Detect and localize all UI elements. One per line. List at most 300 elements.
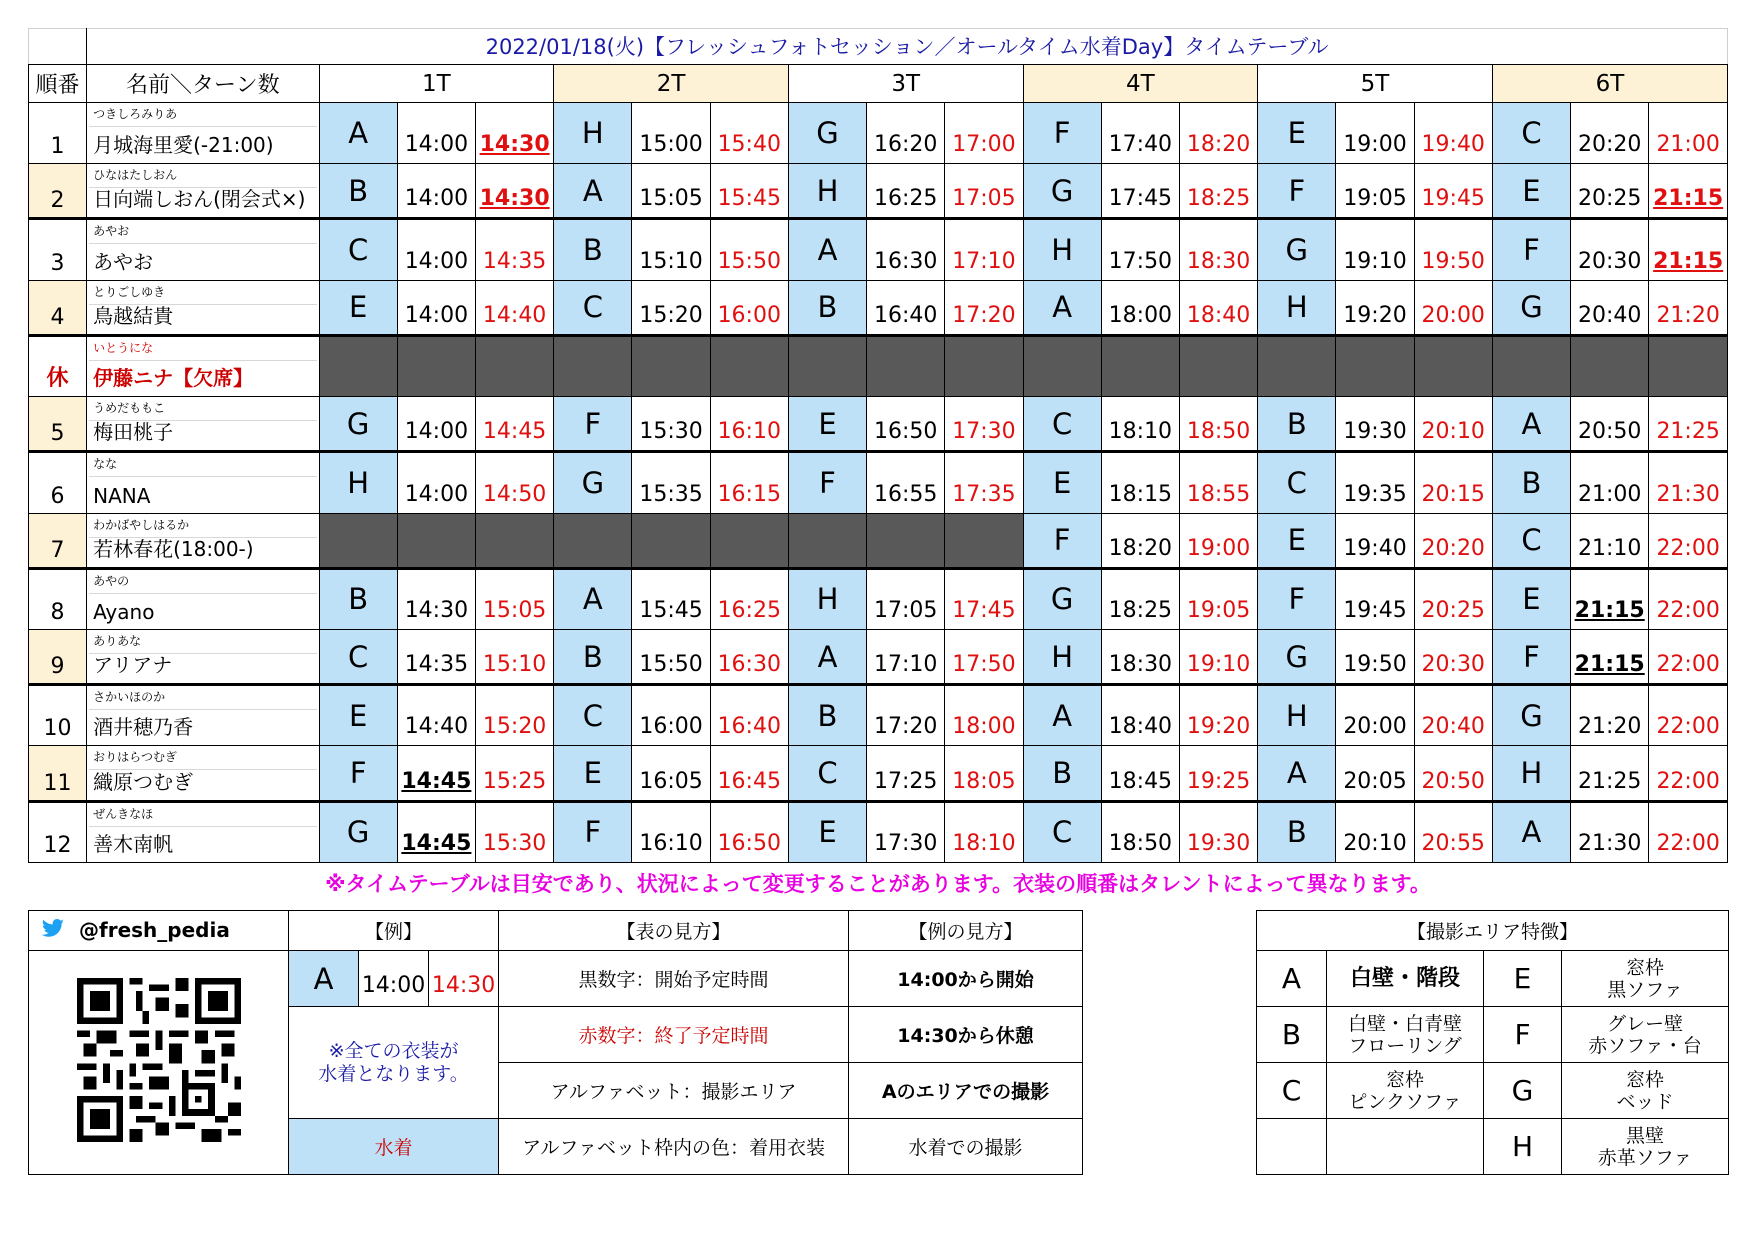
talent-kana: いとうにな [93, 340, 154, 355]
example-how-color: 水着での撮影 [849, 1119, 1083, 1175]
unavailable-slot [1492, 335, 1570, 396]
talent-kana: とりごしゆき [93, 284, 166, 299]
area-desc-line: グレー壁 [1607, 1012, 1684, 1035]
end-time-cell [710, 452, 788, 513]
end-time: 15:25 [482, 768, 547, 794]
start-time: 17:20 [874, 714, 938, 740]
area-desc [1562, 1007, 1729, 1063]
talent-name: 酒井穂乃香 [93, 715, 194, 740]
start-time-cell [1336, 103, 1414, 164]
start-time: 19:45 [1343, 598, 1407, 624]
start-time: 14:45 [401, 768, 472, 794]
start-time-cell [1101, 164, 1179, 219]
talent-kana: あやお [93, 224, 130, 239]
start-time: 14:45 [401, 831, 472, 856]
end-time-cell [1414, 280, 1492, 335]
area-empty-cell [1257, 1119, 1327, 1175]
start-time-cell [397, 568, 475, 629]
start-time: 17:25 [874, 768, 938, 794]
start-time: 18:00 [1108, 302, 1173, 328]
qr-code-cell[interactable] [29, 951, 289, 1175]
area-cell: A [1023, 280, 1101, 335]
start-time: 17:40 [1108, 132, 1173, 158]
end-time: 14:45 [482, 419, 547, 445]
area-cell: G [554, 452, 632, 513]
start-time-cell [397, 219, 475, 280]
timetable [28, 28, 1728, 863]
start-time-cell [867, 219, 945, 280]
swimsuit-swatch: 水着 [289, 1119, 499, 1175]
header-name: 名前＼ターン数 [87, 64, 319, 102]
area-cell: C [788, 746, 866, 801]
unavailable-slot [476, 335, 554, 396]
start-time-cell [1571, 280, 1649, 335]
area-cell: B [1258, 801, 1336, 862]
end-time: 16:40 [717, 714, 781, 740]
start-time-cell [1571, 164, 1649, 219]
start-time-cell [397, 685, 475, 746]
end-time: 20:50 [1421, 768, 1485, 794]
end-time-cell [710, 685, 788, 746]
area-letter: E [1484, 951, 1562, 1007]
talent-name: 伊藤ニナ【欠席】 [93, 366, 254, 391]
area-features-header: 【撮影エリア特徴】 [1257, 911, 1729, 951]
start-time-cell [867, 801, 945, 862]
end-time-cell [1414, 801, 1492, 862]
end-time-cell [945, 568, 1023, 629]
end-time-cell [1649, 801, 1728, 862]
end-time-cell [710, 164, 788, 219]
unavailable-slot [788, 513, 866, 568]
end-time: 20:55 [1421, 831, 1485, 856]
start-time: 21:00 [1577, 481, 1642, 507]
end-time: 15:20 [482, 714, 547, 740]
row-order: 4 [29, 280, 87, 335]
talent-name: 日向端しおん(閉会式×) [93, 187, 306, 212]
start-time-cell [632, 746, 710, 801]
page-title: 2022/01/18(火)【フレッシュフォトセッション／オールタイム水着Day】タイムテーブル [87, 29, 1728, 65]
example-header: 【例】 [289, 911, 499, 951]
end-time-cell [1649, 685, 1728, 746]
area-cell: C [554, 685, 632, 746]
end-time: 18:25 [1186, 186, 1251, 212]
costume-note-line1: ※全ての衣装が [328, 1039, 459, 1062]
twitter-bird-icon [41, 919, 65, 944]
start-time: 16:05 [639, 768, 703, 794]
unavailable-slot [397, 513, 475, 568]
area-cell: C [1492, 513, 1570, 568]
start-time-cell [397, 630, 475, 685]
end-time-cell [710, 630, 788, 685]
start-time-cell [1101, 103, 1179, 164]
row-order: 3 [29, 219, 87, 280]
area-cell: E [1258, 513, 1336, 568]
end-time-cell [1179, 164, 1257, 219]
area-cell: E [554, 746, 632, 801]
example-start-time: 14:00 [359, 951, 429, 1007]
end-time-cell [476, 630, 554, 685]
talent-name: Ayano [93, 600, 155, 625]
unavailable-slot [945, 513, 1023, 568]
end-time-cell [476, 164, 554, 219]
start-time-cell [632, 397, 710, 452]
end-time: 16:30 [717, 652, 781, 678]
legend-spacer [1083, 911, 1185, 1175]
area-cell: A [1258, 746, 1336, 801]
end-time-cell [1649, 219, 1728, 280]
end-time: 18:10 [952, 831, 1016, 856]
area-cell: F [1258, 164, 1336, 219]
start-time: 18:30 [1108, 652, 1173, 678]
talent-kana: ありあな [93, 634, 142, 649]
end-time: 19:20 [1186, 714, 1251, 740]
end-time: 19:00 [1186, 535, 1251, 561]
end-time: 19:05 [1186, 598, 1251, 624]
end-time-cell [476, 452, 554, 513]
start-time-cell [867, 397, 945, 452]
start-time-cell [1571, 746, 1649, 801]
start-time-cell [867, 685, 945, 746]
how-header: 【表の見方】 [499, 911, 849, 951]
start-time: 17:10 [874, 652, 938, 678]
start-time: 14:00 [404, 302, 469, 328]
row-order: 2 [29, 164, 87, 219]
area-cell: F [1023, 513, 1101, 568]
area-cell: E [1492, 164, 1570, 219]
start-time: 21:20 [1577, 714, 1642, 740]
start-time: 20:40 [1577, 302, 1642, 328]
end-time-cell [476, 685, 554, 746]
area-cell: F [788, 452, 866, 513]
end-time-cell [1414, 219, 1492, 280]
twitter-handle-cell[interactable] [29, 911, 289, 951]
end-time-cell [476, 746, 554, 801]
end-time: 17:30 [952, 419, 1016, 445]
start-time-cell [632, 452, 710, 513]
start-time: 14:00 [404, 481, 469, 507]
unavailable-slot [319, 335, 397, 396]
end-time: 20:40 [1421, 714, 1485, 740]
start-time: 16:10 [639, 831, 703, 856]
start-time-cell [867, 568, 945, 629]
start-time: 15:05 [639, 186, 703, 212]
start-time-cell [397, 452, 475, 513]
unavailable-slot [710, 335, 788, 396]
header-turn: 6T [1492, 64, 1727, 102]
end-time-cell [1649, 280, 1728, 335]
unavailable-slot [554, 335, 632, 396]
area-cell: F [1492, 630, 1570, 685]
end-time: 22:00 [1656, 714, 1720, 740]
area-desc-line: 黒壁 [1626, 1124, 1665, 1147]
start-time-cell [632, 801, 710, 862]
end-time: 14:50 [482, 481, 547, 507]
start-time-cell [632, 630, 710, 685]
talent-name: あやお [93, 249, 154, 274]
start-time-cell [867, 452, 945, 513]
area-desc-line: ピンクソファ [1348, 1090, 1462, 1113]
start-time: 19:30 [1343, 419, 1407, 445]
area-cell: F [554, 801, 632, 862]
start-time: 16:55 [874, 481, 938, 507]
end-time: 19:40 [1421, 132, 1485, 158]
area-letter: G [1484, 1063, 1562, 1119]
area-cell: H [554, 103, 632, 164]
end-time-cell [1649, 630, 1728, 685]
talent-name-cell [87, 746, 319, 801]
end-time: 17:20 [952, 302, 1016, 328]
end-time-cell [1649, 568, 1728, 629]
start-time: 18:50 [1108, 831, 1173, 856]
start-time-cell [1571, 219, 1649, 280]
start-time: 14:00 [404, 132, 469, 158]
row-order: 5 [29, 397, 87, 452]
area-desc-line: フローリング [1348, 1034, 1462, 1057]
start-time: 20:00 [1343, 714, 1407, 740]
area-cell: A [319, 103, 397, 164]
end-time-cell [945, 801, 1023, 862]
area-cell: A [554, 568, 632, 629]
area-letter: A [1257, 951, 1327, 1007]
area-cell: G [788, 103, 866, 164]
start-time: 18:45 [1108, 768, 1173, 794]
talent-kana: つきしろみりあ [93, 107, 178, 122]
end-time-cell [1414, 568, 1492, 629]
start-time-cell [632, 685, 710, 746]
end-time-cell [945, 164, 1023, 219]
area-desc-line: 赤革ソファ [1597, 1146, 1693, 1169]
end-time: 17:50 [952, 652, 1016, 678]
end-time-cell [476, 280, 554, 335]
start-time-cell [1336, 164, 1414, 219]
start-time: 19:50 [1343, 652, 1407, 678]
start-time: 18:40 [1108, 714, 1173, 740]
area-cell: B [788, 685, 866, 746]
start-time-cell [632, 103, 710, 164]
end-time: 21:15 [1653, 248, 1724, 274]
row-order: 9 [29, 630, 87, 685]
end-time-cell [945, 219, 1023, 280]
area-cell: G [319, 397, 397, 452]
example-how-start: 14:00から開始 [849, 951, 1083, 1007]
start-time: 14:30 [404, 598, 469, 624]
end-time-cell [710, 219, 788, 280]
area-desc-line: 赤ソファ・台 [1588, 1034, 1702, 1057]
talent-name: 鳥越結貴 [93, 303, 174, 328]
talent-name-cell [87, 685, 319, 746]
notice: ※タイムテーブルは目安であり、状況によって変更することがあります。衣装の順番はタレントによって異なります。 [325, 872, 1431, 896]
talent-name-cell [87, 568, 319, 629]
talent-kana: ぜんきなほ [93, 806, 154, 821]
unavailable-slot [1336, 335, 1414, 396]
start-time: 21:10 [1577, 535, 1642, 561]
start-time: 18:15 [1108, 481, 1173, 507]
row-order: 6 [29, 452, 87, 513]
header-order: 順番 [29, 64, 87, 102]
area-cell: H [1258, 685, 1336, 746]
example-how-header: 【例の見方】 [849, 911, 1083, 951]
start-time: 19:10 [1343, 248, 1407, 274]
start-time-cell [1101, 452, 1179, 513]
unavailable-slot [1023, 335, 1101, 396]
start-time: 20:30 [1577, 248, 1642, 274]
end-time: 18:20 [1186, 132, 1251, 158]
end-time: 16:15 [717, 481, 781, 507]
talent-name: 梅田桃子 [93, 420, 174, 445]
name-divider [89, 243, 316, 244]
end-time: 15:10 [482, 652, 547, 678]
start-time-cell [632, 280, 710, 335]
end-time-cell [1414, 164, 1492, 219]
how-end: 赤数字：終了予定時間 [499, 1007, 849, 1063]
start-time: 18:10 [1108, 419, 1173, 445]
end-time: 18:50 [1186, 419, 1251, 445]
unavailable-slot [867, 335, 945, 396]
end-time-cell [1179, 685, 1257, 746]
end-time: 17:35 [952, 481, 1016, 507]
end-time: 21:25 [1656, 419, 1720, 445]
costume-note [289, 1007, 499, 1119]
end-time-cell [945, 630, 1023, 685]
end-time: 18:55 [1186, 481, 1251, 507]
start-time-cell [1336, 568, 1414, 629]
start-time: 16:50 [874, 419, 938, 445]
start-time-cell [1336, 685, 1414, 746]
start-time: 19:20 [1343, 302, 1407, 328]
start-time: 15:45 [639, 598, 703, 624]
end-time: 20:25 [1421, 598, 1485, 624]
area-cell: A [1492, 397, 1570, 452]
start-time-cell [1571, 452, 1649, 513]
end-time-cell [476, 801, 554, 862]
end-time: 15:50 [717, 248, 781, 274]
talent-name: 若林春花(18:00-) [93, 536, 254, 561]
end-time-cell [1414, 630, 1492, 685]
talent-name-cell [87, 397, 319, 452]
start-time: 15:20 [639, 302, 703, 328]
end-time-cell [1179, 452, 1257, 513]
talent-name-cell [87, 280, 319, 335]
area-cell: H [1023, 219, 1101, 280]
area-letter: H [1484, 1119, 1562, 1175]
unavailable-slot [1649, 335, 1728, 396]
start-time: 19:40 [1343, 535, 1407, 561]
area-cell: B [788, 280, 866, 335]
area-cell: G [319, 801, 397, 862]
area-cell: B [319, 568, 397, 629]
start-time: 20:20 [1577, 132, 1642, 158]
area-cell: E [788, 397, 866, 452]
start-time-cell [1571, 630, 1649, 685]
unavailable-slot [1101, 335, 1179, 396]
area-cell: E [1492, 568, 1570, 629]
start-time: 15:10 [639, 248, 703, 274]
unavailable-slot [632, 335, 710, 396]
example-area-cell: A [289, 951, 359, 1007]
end-time-cell [1179, 280, 1257, 335]
start-time-cell [1336, 280, 1414, 335]
end-time: 17:00 [952, 132, 1016, 158]
end-time-cell [945, 685, 1023, 746]
area-desc-line: 窓枠 [1626, 1068, 1665, 1091]
end-time: 19:45 [1421, 186, 1485, 212]
end-time-cell [1414, 397, 1492, 452]
end-time: 18:00 [952, 714, 1016, 740]
area-cell: G [1023, 568, 1101, 629]
end-time-cell [1414, 513, 1492, 568]
unavailable-slot [867, 513, 945, 568]
area-desc [1327, 1063, 1484, 1119]
start-time-cell [1571, 397, 1649, 452]
start-time-cell [1336, 452, 1414, 513]
end-time: 22:00 [1656, 535, 1720, 561]
end-time-cell [1649, 103, 1728, 164]
name-divider [89, 709, 316, 710]
unavailable-slot [945, 335, 1023, 396]
start-time: 17:05 [874, 598, 938, 624]
area-cell: C [1023, 801, 1101, 862]
unavailable-slot [788, 335, 866, 396]
start-time-cell [397, 397, 475, 452]
start-time-cell [1101, 397, 1179, 452]
end-time-cell [476, 397, 554, 452]
end-time-cell [945, 746, 1023, 801]
area-cell: C [1492, 103, 1570, 164]
area-desc-line: ベッド [1616, 1090, 1674, 1113]
end-time-cell [476, 103, 554, 164]
start-time-cell [1336, 746, 1414, 801]
talent-name-cell [87, 630, 319, 685]
end-time: 16:00 [717, 302, 781, 328]
area-desc [1327, 1007, 1484, 1063]
area-letter: B [1257, 1007, 1327, 1063]
how-color: アルファベット枠内の色：着用衣装 [499, 1119, 849, 1175]
area-desc-line: 白壁・階段 [1349, 965, 1460, 991]
start-time-cell [1571, 568, 1649, 629]
end-time: 18:30 [1186, 248, 1251, 274]
end-time: 20:15 [1421, 481, 1485, 507]
end-time: 16:50 [717, 831, 781, 856]
start-time: 15:30 [639, 419, 703, 445]
unavailable-slot [632, 513, 710, 568]
area-cell: F [1023, 103, 1101, 164]
row-order: 8 [29, 568, 87, 629]
start-time: 16:30 [874, 248, 938, 274]
area-cell: A [788, 630, 866, 685]
start-time-cell [632, 568, 710, 629]
start-time: 21:15 [1574, 598, 1645, 624]
end-time: 14:40 [482, 302, 547, 328]
end-time: 19:50 [1421, 248, 1485, 274]
area-cell: F [1492, 219, 1570, 280]
start-time-cell [1101, 219, 1179, 280]
area-cell: G [1023, 164, 1101, 219]
start-time: 20:25 [1577, 186, 1642, 212]
name-divider [89, 826, 316, 827]
end-time-cell [1179, 630, 1257, 685]
area-cell: G [1492, 280, 1570, 335]
start-time-cell [1101, 280, 1179, 335]
area-features-table [1256, 910, 1729, 1175]
end-time-cell [945, 452, 1023, 513]
corner-cell [29, 29, 87, 65]
area-cell: C [554, 280, 632, 335]
header-turn: 5T [1258, 64, 1493, 102]
unavailable-slot [319, 513, 397, 568]
unavailable-slot [554, 513, 632, 568]
start-time-cell [1101, 568, 1179, 629]
area-cell: E [319, 685, 397, 746]
